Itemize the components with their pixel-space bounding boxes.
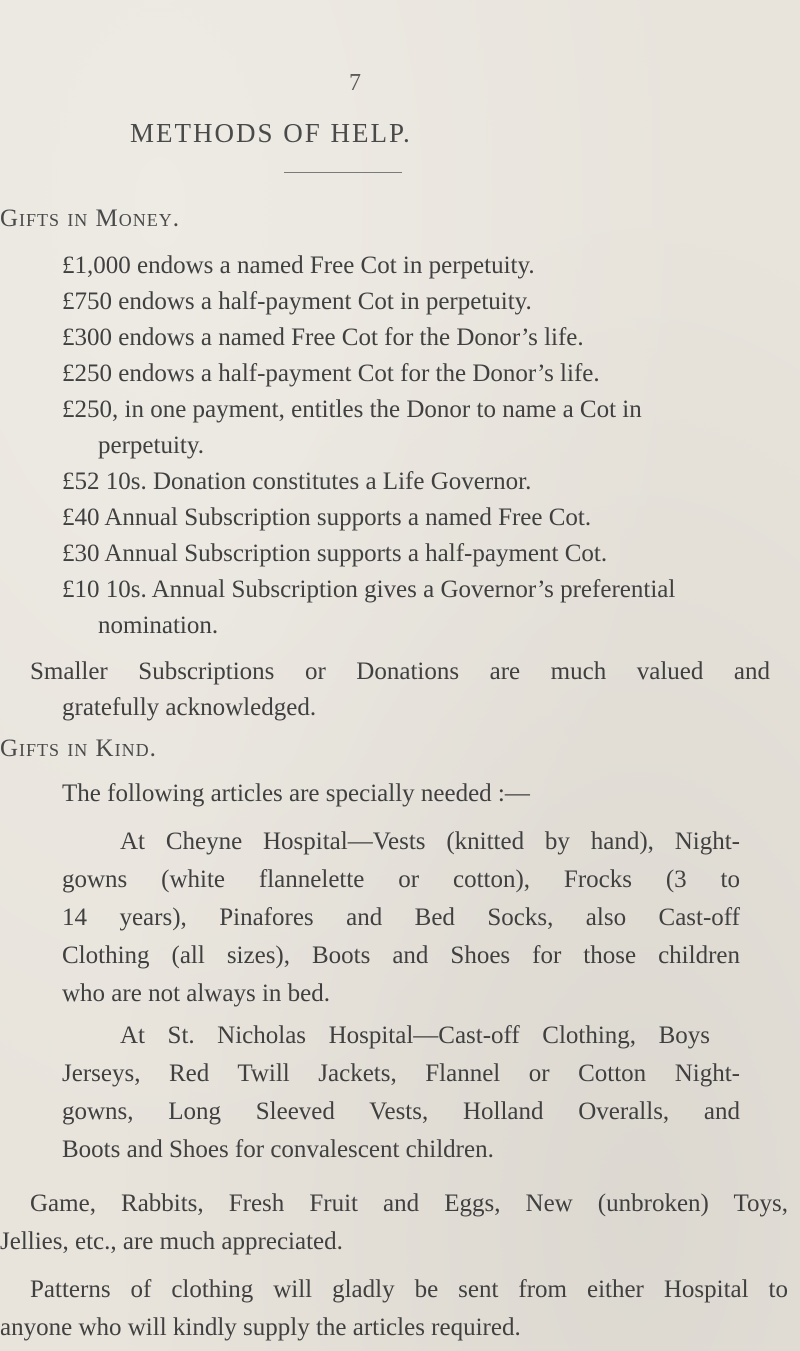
money-item: £750 endows a half-payment Cot in perpetuity. — [62, 288, 532, 315]
st-nicholas-hospital-line: Boots and Shoes for convalescent children. — [62, 1136, 494, 1163]
game-note-line: Jellies, etc., are much appreciated. — [0, 1228, 343, 1255]
gifts-in-money-heading: Gifts in Money. — [0, 205, 181, 232]
money-item: £300 endows a named Free Cot for the Donor’s life. — [62, 324, 584, 351]
game-note-line: Game, Rabbits, Fresh Fruit and Eggs, New (unbroken) Toys, — [30, 1190, 788, 1217]
cheyne-hospital-line: gowns (white flannelette or cotton), Frocks (3 to — [62, 866, 740, 893]
gifts-in-kind-heading: Gifts in Kind. — [0, 735, 157, 762]
money-item: £40 Annual Subscription supports a named Free Cot. — [62, 504, 592, 531]
cheyne-hospital-line: who are not always in bed. — [62, 980, 330, 1007]
money-item: £250 endows a half-payment Cot for the Donor’s life. — [62, 360, 600, 387]
st-nicholas-hospital-line: At St. Nicholas Hospital—Cast-off Clothing, Boys — [120, 1022, 710, 1049]
patterns-note-line: anyone who will kindly supply the articles required. — [0, 1314, 521, 1341]
money-item: £250, in one payment, entitles the Donor to name a Cot in — [62, 396, 642, 423]
page-number: 7 — [349, 70, 361, 96]
money-item: £1,000 endows a named Free Cot in perpetuity. — [62, 252, 535, 279]
smaller-subscriptions-note-continuation: gratefully acknowledged. — [62, 694, 317, 721]
st-nicholas-hospital-line: gowns, Long Sleeved Vests, Holland Overalls, and — [62, 1098, 740, 1125]
patterns-note-line: Patterns of clothing will gladly be sent from either Hospital to — [30, 1276, 788, 1303]
money-item-continuation: perpetuity. — [98, 432, 204, 459]
money-item-continuation: nomination. — [98, 612, 219, 639]
money-item: £10 10s. Annual Subscription gives a Governor’s preferential — [62, 576, 676, 603]
cheyne-hospital-line: Clothing (all sizes), Boots and Shoes for those children — [62, 942, 740, 969]
money-item: £52 10s. Donation constitutes a Life Governor. — [62, 468, 532, 495]
smaller-subscriptions-note: Smaller Subscriptions or Donations are much valued and — [30, 658, 770, 685]
title-divider — [284, 172, 402, 173]
gifts-in-kind-intro: The following articles are specially needed :— — [62, 780, 530, 807]
st-nicholas-hospital-line: Jerseys, Red Twill Jackets, Flannel or Cotton Night- — [62, 1060, 740, 1087]
money-item: £30 Annual Subscription supports a half-payment Cot. — [62, 540, 608, 567]
page-title: METHODS OF HELP. — [130, 118, 412, 148]
cheyne-hospital-line: 14 years), Pinafores and Bed Socks, also Cast-off — [62, 904, 740, 931]
cheyne-hospital-line: At Cheyne Hospital—Vests (knitted by hand), Night- — [120, 828, 740, 855]
